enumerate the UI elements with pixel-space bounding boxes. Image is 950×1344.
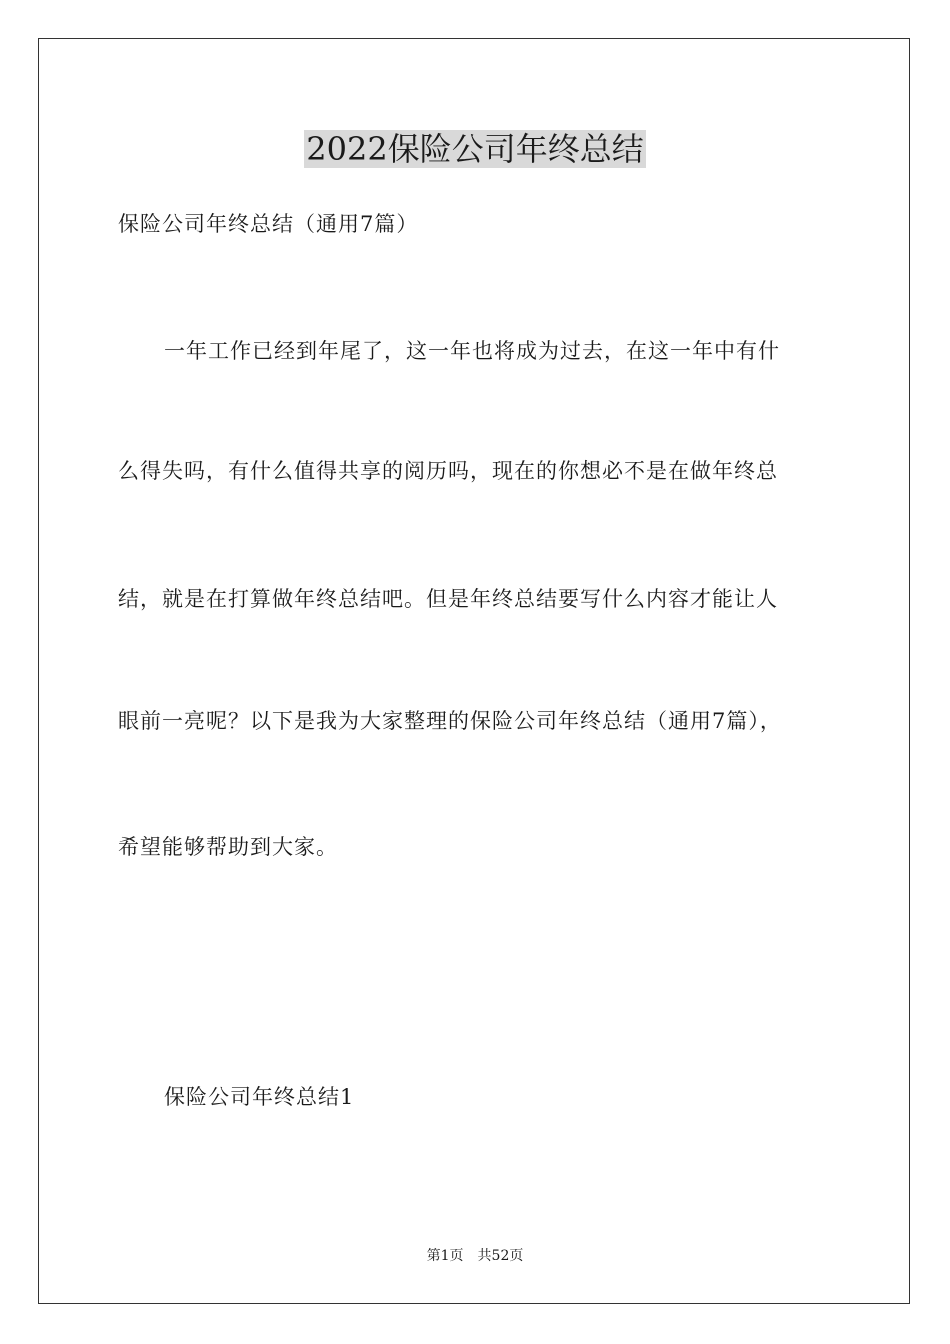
intro-line-5: 希望能够帮助到大家。 [118, 835, 338, 859]
page-number: 第1页 共52页 [426, 1248, 524, 1264]
intro-line-4: 眼前一亮呢？以下是我为大家整理的保险公司年终总结（通用7篇）， [118, 709, 782, 733]
document-title-text: 2022保险公司年终总结 [306, 130, 644, 168]
intro-line-1: 一年工作已经到年尾了，这一年也将成为过去，在这一年中有什 [164, 339, 780, 363]
intro-line-2: 么得失吗，有什么值得共享的阅历吗，现在的你想必不是在做年终总 [118, 459, 778, 483]
document-subtitle: 保险公司年终总结（通用7篇） [118, 212, 419, 236]
document-title [0, 124, 950, 174]
section-heading: 保险公司年终总结1 [164, 1085, 355, 1109]
intro-line-3: 结，就是在打算做年终总结吧。但是年终总结要写什么内容才能让人 [118, 587, 778, 611]
